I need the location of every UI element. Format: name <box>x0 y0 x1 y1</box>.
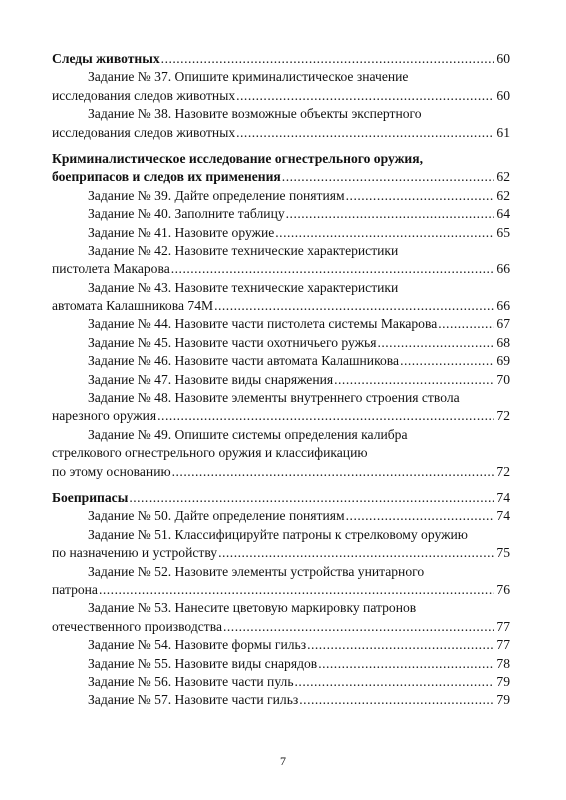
dot-leader <box>334 371 494 389</box>
toc-entry-text: Боеприпасы <box>52 489 129 505</box>
dot-leader <box>282 168 495 186</box>
toc-line <box>52 224 510 242</box>
dot-leader <box>286 205 495 223</box>
page-number: 7 <box>280 754 286 768</box>
toc-line <box>52 124 510 142</box>
dot-leader <box>218 544 494 562</box>
toc-line: Задание № 43. Назовите технические характеристики <box>88 279 399 295</box>
toc-line: Задание № 37. Опишите криминалистическое значение <box>88 69 409 85</box>
toc-page-number: 79 <box>496 692 510 708</box>
toc-entry-text: Задание № 41. Назовите оружие <box>88 224 275 240</box>
toc-line <box>52 297 510 315</box>
toc-entry-text: Задание № 57. Назовите части гильз <box>88 692 299 708</box>
toc-line <box>52 507 510 525</box>
toc-line <box>52 463 510 481</box>
toc-entry-text: Задание № 40. Заполните таблицу <box>88 206 285 222</box>
toc-line <box>52 50 510 68</box>
dot-leader <box>307 636 494 654</box>
toc-entry-text: Задание № 47. Назовите виды снаряжения <box>88 371 334 387</box>
toc-page-number: 66 <box>496 298 510 314</box>
dot-leader <box>223 618 494 636</box>
dot-leader <box>99 581 494 599</box>
dot-leader <box>236 87 494 105</box>
toc-line: Задание № 42. Назовите технические характеристики <box>88 242 399 258</box>
dot-leader <box>171 260 495 278</box>
toc-entry-text: Задание № 56. Назовите части пуль <box>88 673 294 689</box>
toc-page-number: 70 <box>496 371 510 387</box>
toc-line <box>52 260 510 278</box>
dot-leader <box>318 655 494 673</box>
toc-entry-text: Задание № 54. Назовите формы гильз <box>88 637 307 653</box>
toc-page-number: 67 <box>496 316 510 332</box>
toc-page-number: 72 <box>496 408 510 424</box>
dot-leader <box>172 463 495 481</box>
toc-entry-text: отечественного производства <box>52 618 222 634</box>
toc-line: стрелкового огнестрельного оружия и классификацию <box>52 445 368 461</box>
toc-page-number: 74 <box>496 489 510 505</box>
toc-line <box>52 544 510 562</box>
dot-leader <box>161 50 495 68</box>
toc-page-number: 72 <box>496 463 510 479</box>
toc-line <box>52 168 510 186</box>
dot-leader <box>299 691 494 709</box>
toc-line: Задание № 38. Назовите возможные объекты экспертного <box>88 106 422 122</box>
dot-leader <box>377 334 494 352</box>
dot-leader <box>438 315 494 333</box>
toc-page-number: 69 <box>496 353 510 369</box>
toc-entry-text: нарезного оружия <box>52 408 157 424</box>
toc-entry-text: Задание № 46. Назовите части автомата Калашникова <box>88 353 400 369</box>
toc-line <box>52 636 510 654</box>
toc-line: Криминалистическое исследование огнестрельного оружия, <box>52 150 424 166</box>
toc-line <box>52 581 510 599</box>
table-of-contents <box>52 50 510 710</box>
toc-line <box>52 655 510 673</box>
toc-page-number: 66 <box>496 261 510 277</box>
toc-page-number: 64 <box>496 206 510 222</box>
dot-leader <box>400 352 494 370</box>
dot-leader <box>236 124 494 142</box>
toc-line <box>52 187 510 205</box>
toc-entry-text: исследования следов животных <box>52 87 236 103</box>
toc-page-number: 78 <box>496 655 510 671</box>
toc-page-number: 60 <box>496 87 510 103</box>
dot-leader <box>275 224 494 242</box>
toc-page-number: 77 <box>496 637 510 653</box>
dot-leader <box>157 407 494 425</box>
toc-page-number: 79 <box>496 673 510 689</box>
toc-page-number: 68 <box>496 334 510 350</box>
toc-entry-text: автомата Калашникова 74М <box>52 298 214 314</box>
toc-page-number: 75 <box>496 545 510 561</box>
toc-entry-text: исследования следов животных <box>52 124 236 140</box>
toc-line: Задание № 48. Назовите элементы внутреннего строения ствола <box>88 390 460 406</box>
toc-entry-text: по этому основанию <box>52 463 171 479</box>
toc-page-number: 77 <box>496 618 510 634</box>
toc-line <box>52 352 510 370</box>
toc-page-number: 62 <box>496 169 510 185</box>
toc-line <box>52 691 510 709</box>
toc-entry-text: Задание № 39. Дайте определение понятиям <box>88 187 345 203</box>
toc-line <box>52 371 510 389</box>
toc-line <box>52 489 510 507</box>
toc-line <box>52 205 510 223</box>
toc-line <box>52 407 510 425</box>
toc-line: Задание № 52. Назовите элементы устройства унитарного <box>88 563 425 579</box>
toc-entry-text: пистолета Макарова <box>52 261 170 277</box>
dot-leader <box>214 297 494 315</box>
toc-entry-text: Следы животных <box>52 51 160 66</box>
toc-page-number: 62 <box>496 187 510 203</box>
toc-page-number: 76 <box>496 581 510 597</box>
toc-line <box>52 334 510 352</box>
toc-page-number: 60 <box>496 51 510 66</box>
dot-leader <box>129 489 494 507</box>
toc-line <box>52 673 510 691</box>
dot-leader <box>295 673 495 691</box>
toc-entry-text: Задание № 45. Назовите части охотничьего ружья <box>88 334 377 350</box>
toc-line: Задание № 51. Классифицируйте патроны к стрелковому оружию <box>88 526 468 542</box>
toc-page-number: 65 <box>496 224 510 240</box>
toc-entry-text: боеприпасов и следов их применения <box>52 169 281 185</box>
toc-entry-text: по назначению и устройству <box>52 545 218 561</box>
toc-line: Задание № 53. Нанесите цветовую маркировку патронов <box>88 600 417 616</box>
toc-entry-text: Задание № 44. Назовите части пистолета системы Макарова <box>88 316 438 332</box>
toc-entry-text: Задание № 50. Дайте определение понятиям <box>88 508 345 524</box>
toc-line <box>52 618 510 636</box>
toc-line <box>52 315 510 333</box>
toc-entry-text: патрона <box>52 581 98 597</box>
dot-leader <box>346 507 495 525</box>
toc-page-number: 61 <box>496 124 510 140</box>
toc-page-number: 74 <box>496 508 510 524</box>
toc-entry-text: Задание № 55. Назовите виды снарядов <box>88 655 318 671</box>
dot-leader <box>346 187 495 205</box>
toc-line: Задание № 49. Опишите системы определения калибра <box>88 426 408 442</box>
toc-line <box>52 87 510 105</box>
